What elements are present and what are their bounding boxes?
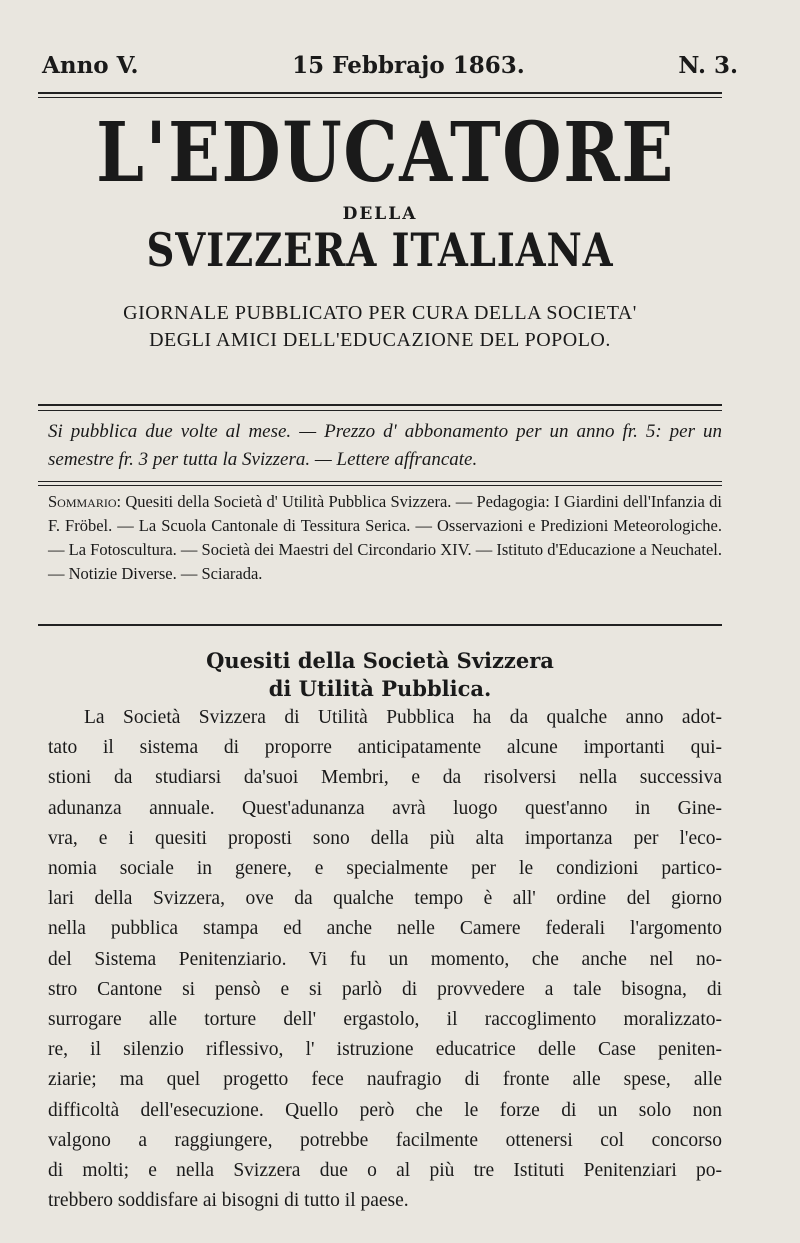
header-rule-top [38,92,722,94]
article-line: stro Cantone si pensò e si parlò di provvedere a tale bisogna, di [48,978,722,1000]
masthead-rule-top [38,404,722,406]
article-line: tato il sistema di proporre anticipatamente alcune importanti qui- [48,737,722,759]
article-line: surrogare alle torture dell' ergastolo, il raccoglimento moralizzato- [48,1009,722,1031]
article-line: nella pubblica stampa ed anche nelle Camere federali l'argomento [48,918,722,940]
article-body [48,703,722,1216]
issue-header [42,52,738,79]
masthead [38,105,722,354]
issue-date: 15 Febbrajo 1863. [292,52,525,79]
article-line: La Società Svizzera di Utilità Pubblica ha da qualche anno adot- [84,707,722,728]
header-rule-bottom [38,97,722,98]
article-title-line-2: di Utilità Pubblica. [268,676,492,701]
info-rule-top [38,481,722,482]
article-line: re, il silenzio riflessivo, l' istruzione educatrice delle Case peniten- [48,1039,722,1061]
masthead-tagline-1: GIORNALE PUBBLICATO PER CURA DELLA SOCIETA' [123,302,637,324]
article-line: lari della Svizzera, ove da qualche tempo è all' ordine del giorno [48,888,722,910]
issue-number: N. 3. [678,52,738,79]
article-line: di molti; e nella Svizzera due o al più tre Istituti Penitenziari po- [48,1160,722,1182]
article-title-line-1: Quesiti della Società Svizzera [206,648,554,673]
article-line: difficoltà dell'esecuzione. Quello però che le forze di un solo non [48,1099,722,1121]
publication-info: Si pubblica due volte al mese. — Prezzo d' abbonamento per un anno fr. 5: per un semestre fr. 3 per tutta la Svizzera. — Lettere affrancate. [48,421,722,470]
masthead-title: L'EDUCATORE [96,105,675,201]
masthead-della: DELLA [342,204,418,224]
article-line: adunanza annuale. Quest'adunanza avrà luogo quest'anno in Gine- [48,797,722,819]
summary-rule [38,624,722,626]
issue-year: Anno V. [42,52,139,79]
article-line: ziarie; ma quel progetto fece naufragio di fronte alle spese, alle [48,1069,722,1091]
article-line: vra, e i quesiti proposti sono della più alta importanza per l'eco- [48,827,722,849]
masthead-rule-bottom [38,410,722,411]
article-line: valgono a raggiungere, potrebbe facilmente ottenersi col concorso [48,1129,722,1151]
masthead-subtitle: SVIZZERA ITALIANA [146,223,614,277]
article-line: trebbero soddisfare ai bisogni di tutto il paese. [48,1190,409,1212]
article-line: nomia sociale in genere, e specialmente per le condizioni partico- [48,858,722,880]
article-line: stioni da studiarsi da'suoi Membri, e da risolversi nella successiva [48,767,722,789]
summary-text: Quesiti della Società d' Utilità Pubblica Svizzera. — Pedagogia: I Giardini dell'Infanzia di F. Fröbel. — La Scuola Cantonale di Tessitura Serica. — Osservazioni e Predizioni Meteorologiche. — La Fotoscultura. — Società dei Maestri del Circondario XIV. — Istituto d'Educazione a Neuchatel. — Notizie Diverse. — Sciarada. [48,492,722,583]
info-rule-bottom [38,485,722,486]
summary [48,490,722,586]
masthead-tagline-2: DEGLI AMICI DELL'EDUCAZIONE DEL POPOLO. [149,329,611,351]
summary-label: Sommario: [48,492,122,511]
article-line: del Sistema Penitenziario. Vi fu un momento, che anche nel no- [48,948,722,970]
article-title [38,647,722,703]
